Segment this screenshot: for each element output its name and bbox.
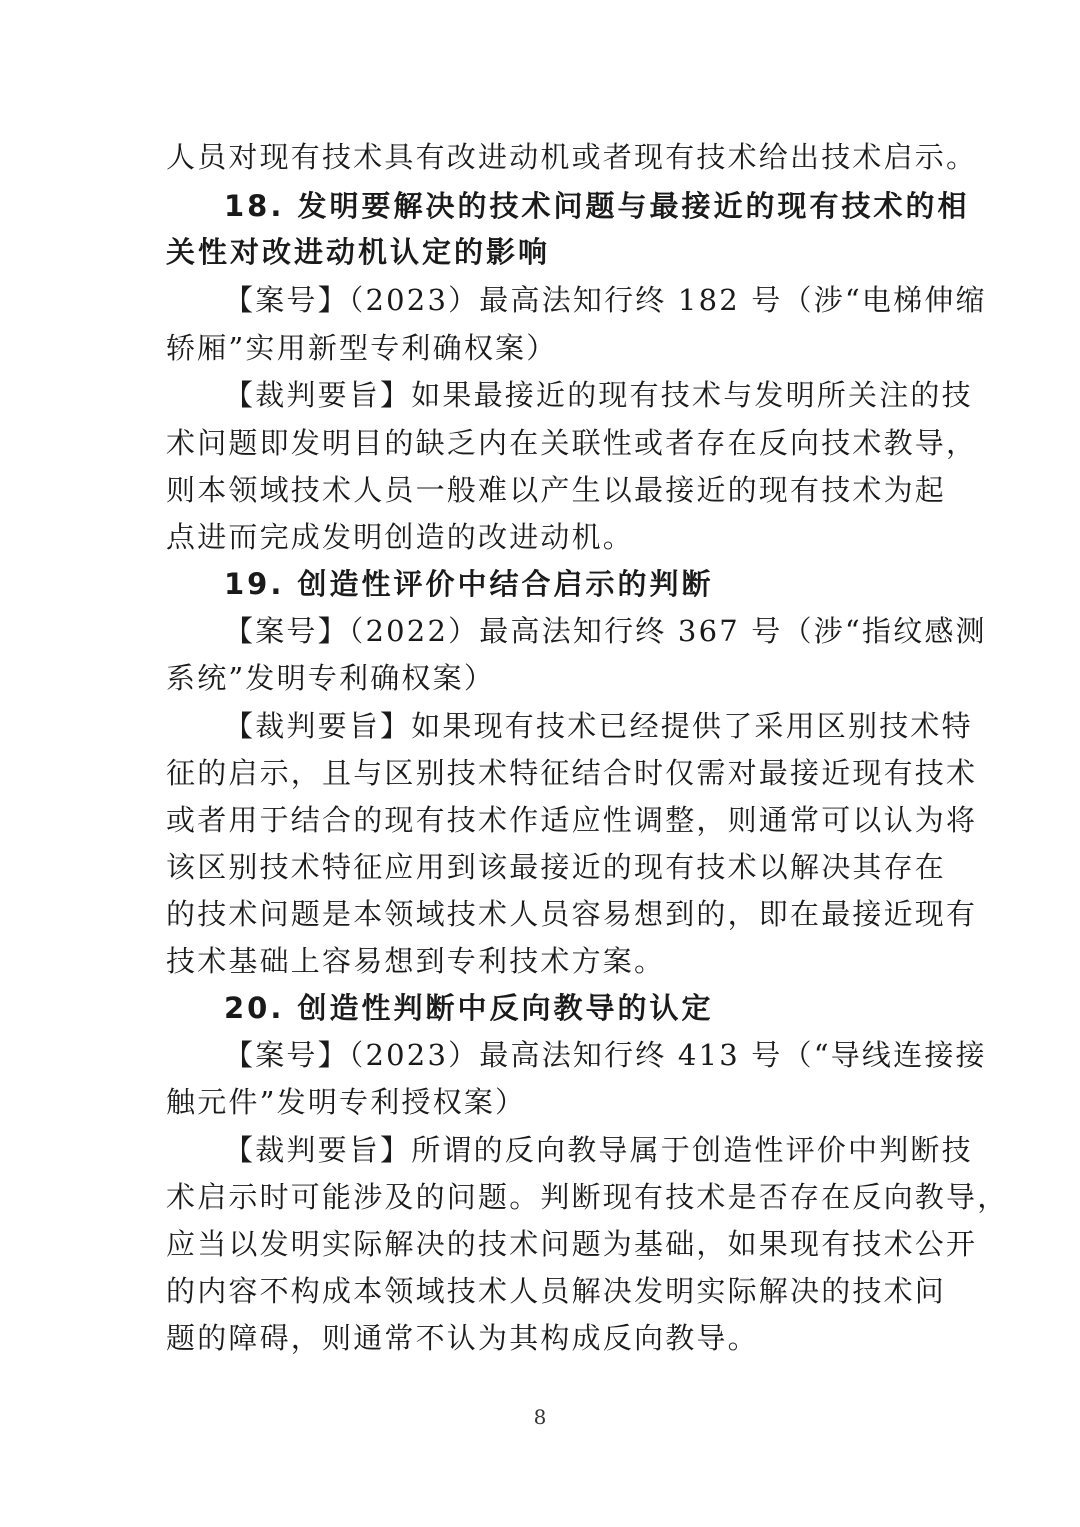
section-heading-18-cont: 关性对改进动机认定的影响 [166,235,551,269]
section-heading-19: 19. 创造性评价中结合启示的判断 [224,567,714,601]
ruling-summary-18: 【裁判要旨】如果最接近的现有技术与发明所关注的技 [224,378,973,412]
ruling-summary-19-line6: 技术基础上容易想到专利技术方案。 [166,944,666,978]
case-number-19-cont: 系统”发明专利确权案） [166,661,496,695]
ruling-summary-20-line4: 的内容不构成本领域技术人员解决发明实际解决的技术问 [166,1274,947,1308]
ruling-summary-19-line2: 征的启示，且与区别技术特征结合时仅需对最接近现有技术 [166,756,978,790]
case-number-18-cont: 轿厢”实用新型专利确权案） [166,331,558,365]
ruling-summary-20: 【裁判要旨】所谓的反向教导属于创造性评价中判断技 [224,1133,973,1167]
paragraph-line: 人员对现有技术具有改进动机或者现有技术给出技术启示。 [166,140,978,174]
ruling-summary-20-line5: 题的障碍，则通常不认为其构成反向教导。 [166,1321,759,1355]
case-number-20: 【案号】（2023）最高法知行终 413 号（“导线连接接 [224,1038,987,1072]
case-number-20-cont: 触元件”发明专利授权案） [166,1085,527,1119]
page-number: 8 [533,1405,547,1429]
ruling-summary-19-line5: 的技术问题是本领域技术人员容易想到的，即在最接近现有 [166,897,978,931]
case-number-19: 【案号】（2022）最高法知行终 367 号（涉“指纹感测 [224,614,987,648]
ruling-summary-19-line4: 该区别技术特征应用到该最接近的现有技术以解决其存在 [166,850,947,884]
ruling-summary-19: 【裁判要旨】如果现有技术已经提供了采用区别技术特 [224,709,973,743]
section-heading-20: 20. 创造性判断中反向教导的认定 [224,991,714,1025]
case-number-18: 【案号】（2023）最高法知行终 182 号（涉“电梯伸缩 [224,283,987,317]
ruling-summary-18-line4: 点进而完成发明创造的改进动机。 [166,520,635,554]
ruling-summary-19-line3: 或者用于结合的现有技术作适应性调整，则通常可以认为将 [166,803,978,837]
ruling-summary-20-line2: 术启示时可能涉及的问题。判断现有技术是否存在反向教导， [166,1180,1009,1214]
ruling-summary-20-line3: 应当以发明实际解决的技术问题为基础，如果现有技术公开 [166,1227,978,1261]
ruling-summary-18-line3: 则本领域技术人员一般难以产生以最接近的现有技术为起 [166,473,947,507]
ruling-summary-18-line2: 术问题即发明目的缺乏内在关联性或者存在反向技术教导， [166,426,978,460]
section-heading-18: 18. 发明要解决的技术问题与最接近的现有技术的相 [224,189,970,223]
